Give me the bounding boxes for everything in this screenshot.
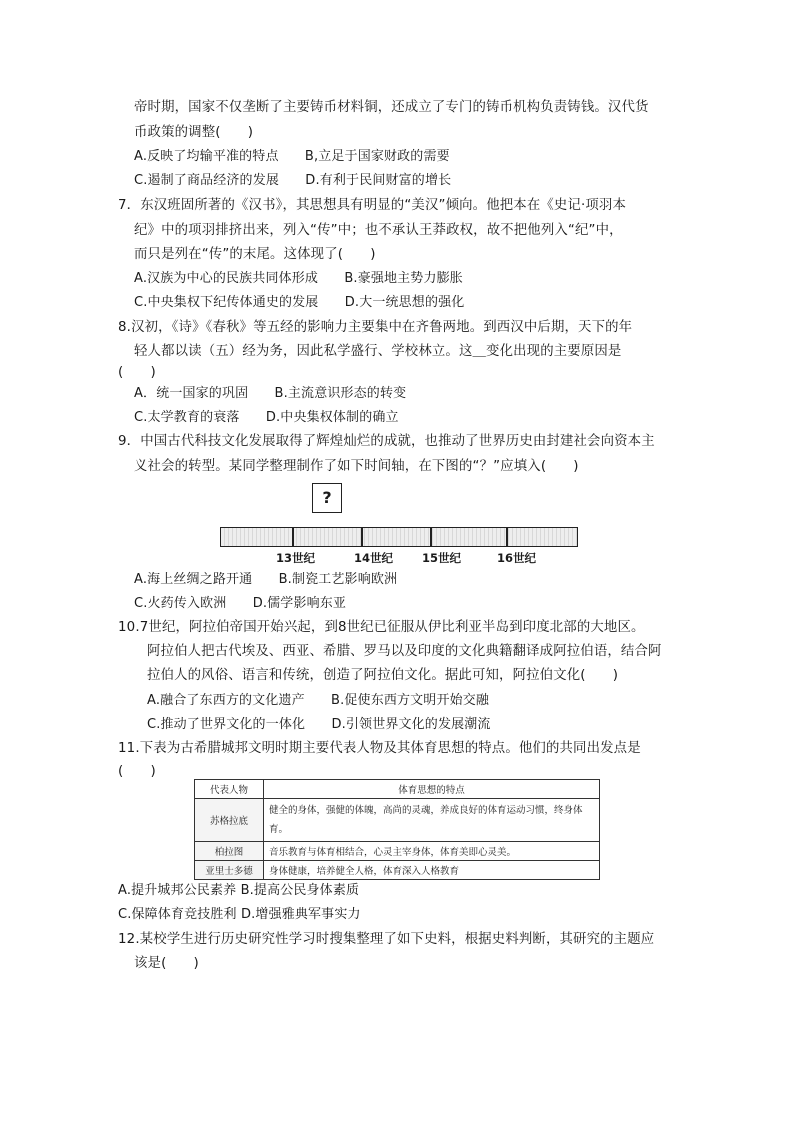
table-row [195,799,600,842]
option-line: A.反映了均输平准的特点 B,立足于国家财政的需要 [134,149,450,164]
table-header: 体育思想的特点 [264,780,600,799]
question-9-line: 9．中国古代科技文化发展取得了辉煌灿烂的成就，也推动了世界历史由封建社会向资本主 [118,434,655,449]
timeline-label: 16世纪 [497,551,537,565]
option-line: A.汉族为中心的民族共同体形成 B.豪强地主势力膨胀 [134,271,463,286]
option-line: C.保障体育竞技胜利 D.增强雅典军事实力 [118,907,361,922]
table-cell-idea: 健全的身体，强健的体魄，高尚的灵魂，养成良好的体育运动习惯，终身体育。 [264,799,600,842]
sports-thought-table [194,779,600,880]
option-line: A.海上丝绸之路开通 B.制瓷工艺影响欧洲 [134,572,398,587]
table-header: 代表人物 [195,780,264,799]
question-11-line: 11.下表为古希腊城邦文明时期主要代表人物及其体育思想的特点。他们的共同出发点是 [118,741,641,756]
timeline-tick [430,527,432,547]
text-line: 而只是列在“传”的末尾。这体现了( ) [134,247,376,262]
timeline-label: 14世纪 [354,551,394,565]
option-line: C.推动了世界文化的一体化 D.引领世界文化的发展潮流 [147,717,491,732]
table-cell-idea: 身体健康，培养健全人格，体育深入人格教育 [264,861,600,880]
text-line: 帝时期，国家不仅垄断了主要铸币材料铜，还成立了专门的铸币机构负责铸钱。汉代货 [134,100,649,115]
question-7-line: 7．东汉班固所著的《汉书》，其思想具有明显的“美汉”倾向。他把本在《史记·项羽本 [118,198,627,213]
timeline-label: 13世纪 [276,551,316,565]
text-line: 该是( ) [134,956,199,971]
table-row [195,861,600,880]
timeline-tick [361,527,363,547]
option-line: C.太学教育的衰落 D.中央集权体制的确立 [134,410,399,425]
timeline-bar [220,527,578,547]
table-row [195,842,600,861]
text-line: ( ) [118,764,156,779]
question-12-line: 12.某校学生进行历史研究性学习时搜集整理了如下史料，根据史料判断，其研究的主题应 [118,932,655,947]
timeline-label: 15世纪 [422,551,462,565]
text-line: 拉伯人的风俗、语言和传统，创造了阿拉伯文化。据此可知，阿拉伯文化( ) [147,668,619,683]
timeline-tick [292,527,294,547]
text-line: ( ) [118,365,156,380]
table-cell-person: 柏拉图 [195,842,264,861]
table-cell-idea: 音乐教育与体育相结合，心灵主宰身体，体育美即心灵美。 [264,842,600,861]
option-line: C.遏制了商品经济的发展 D.有利于民间财富的增长 [134,173,452,188]
table-header-row [195,780,600,799]
table-cell-person: 苏格拉底 [195,799,264,842]
option-line: C.中央集权下纪传体通史的发展 D.大一统思想的强化 [134,295,465,310]
option-line: C.火药传入欧洲 D.儒学影响东亚 [134,596,347,611]
timeline-tick [506,527,508,547]
text-line: 轻人都以读（五）经为务，因此私学盛行、学校林立。这＿变化出现的主要原因是 [134,344,622,359]
table-cell-person: 亚里士多德 [195,861,264,880]
option-line: A．统一国家的巩固 B.主流意识形态的转变 [134,386,407,401]
option-line: A.融合了东西方的文化遗产 B.促使东西方文明开始交融 [147,693,490,708]
text-line: 币政策的调整( ) [134,125,254,140]
question-8-line: 8.汉初，《诗》《春秋》等五经的影响力主要集中在齐鲁两地。到西汉中后期，天下的年 [118,320,633,335]
text-line: 义社会的转型。某同学整理制作了如下时间轴，在下图的“？”应填入( ) [134,459,579,474]
text-line: 纪》中的项羽排挤出来，列入“传”中；也不承认王莽政权，故不把他列入“纪”中， [134,223,623,238]
text-line: 阿拉伯人把古代埃及、西亚、希腊、罗马以及印度的文化典籍翻译成阿拉伯语，结合阿 [147,644,662,659]
question-mark-box: ? [312,483,342,513]
option-line: A.提升城邦公民素养 B.提高公民身体素质 [118,883,360,898]
question-10-line: 10.7世纪，阿拉伯帝国开始兴起，到8世纪已征服从伊比利亚半岛到印度北部的大地区。 [118,620,645,635]
